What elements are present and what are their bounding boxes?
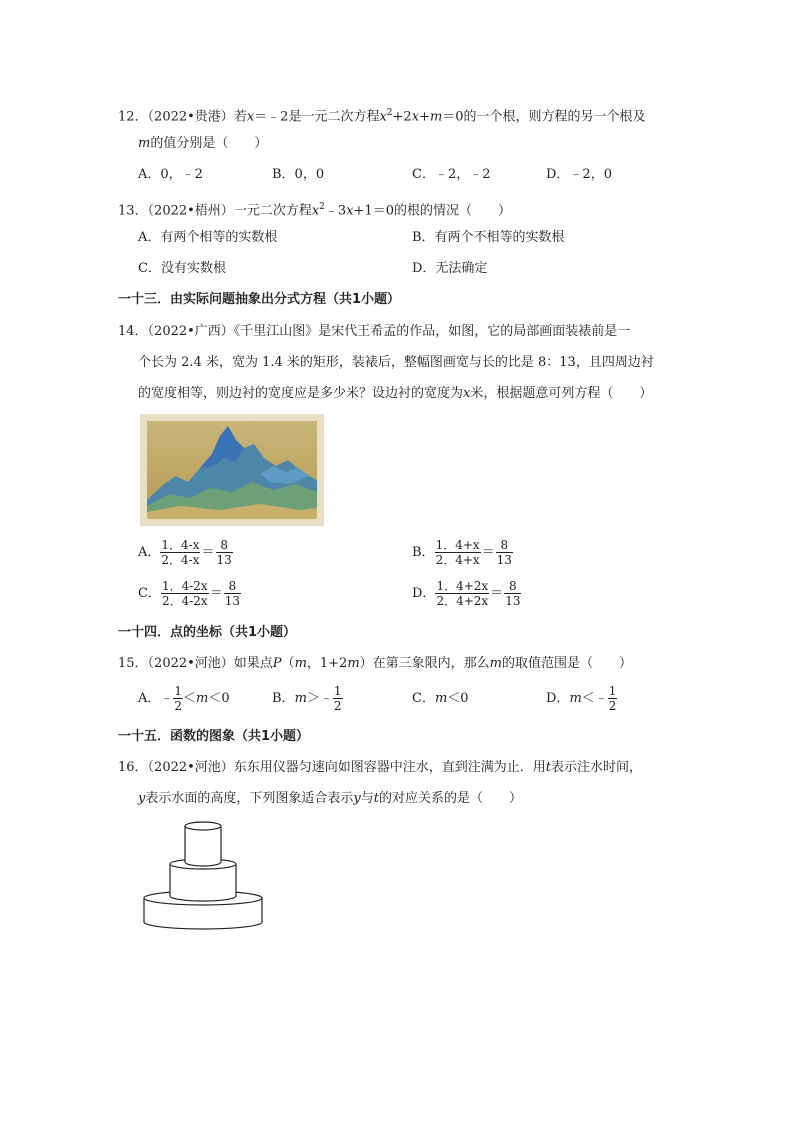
q13-option-c[interactable]: C．没有实数根 xyxy=(138,261,226,276)
exp: 2 xyxy=(319,202,325,212)
numerator: 1．4-x xyxy=(161,538,200,552)
text: 米，根据题意可列方程（ ） xyxy=(470,386,653,401)
option-label: A． xyxy=(138,545,161,560)
var: P xyxy=(272,656,282,671)
q12-option-d[interactable]: D．﹣2，0 xyxy=(546,167,612,182)
text: 表示注水时间， xyxy=(551,760,643,775)
q15-option-a[interactable] xyxy=(138,684,230,713)
var: m xyxy=(429,109,443,125)
denominator: 2．4+x xyxy=(435,553,480,567)
question-source: （2022•梧州） xyxy=(147,203,234,219)
denominator: 2 xyxy=(174,699,183,713)
numerator: 8 xyxy=(224,579,241,594)
q12-option-a[interactable]: A．0，﹣2 xyxy=(138,167,203,182)
text: 的值分别是（ ） xyxy=(150,136,268,151)
numerator: 8 xyxy=(216,538,233,553)
denominator: 2．4-2x xyxy=(161,594,208,608)
denominator: 13 xyxy=(224,594,240,608)
text: 与 xyxy=(360,791,374,806)
question-16-line-2 xyxy=(138,790,522,808)
var: m xyxy=(196,691,209,706)
var: x xyxy=(379,109,387,125)
text: ＝0的一个根，则方程的另一个根及 xyxy=(442,109,646,125)
var: x xyxy=(311,203,320,219)
numerator: 1 xyxy=(333,684,342,698)
numerator: 1．4-2x xyxy=(161,579,208,593)
q13-option-d[interactable]: D．无法确定 xyxy=(412,261,488,276)
text: 16．（2022•河池）东东用仪器匀速向如图容器中注水，直到注满为止．用 xyxy=(118,760,546,775)
var: x xyxy=(246,109,255,125)
text: 一元二次方程 xyxy=(233,203,312,219)
numerator: 1 xyxy=(608,684,617,698)
fraction xyxy=(435,538,481,567)
question-12-line-2 xyxy=(138,135,267,153)
question-16-line-1 xyxy=(118,759,642,777)
question-14-line-1: 14．（2022•广西）《千里江山图》是宋代王希孟的作品，如图，它的局部画面装裱前是一 xyxy=(118,324,631,339)
equals: ＝ xyxy=(490,585,504,601)
text: 若 xyxy=(233,109,247,125)
fraction xyxy=(435,579,489,608)
text: ﹣3 xyxy=(324,203,347,219)
text: ，1+2 xyxy=(306,656,348,671)
question-13-line-1 xyxy=(118,198,511,220)
denominator: 13 xyxy=(216,553,232,567)
numerator: 1 xyxy=(174,684,183,698)
text: 的宽度相等，则边衬的宽度应是多少米？设边衬的宽度为 xyxy=(138,386,464,401)
text: 的取值范围是（ ） xyxy=(502,656,633,671)
denominator: 13 xyxy=(496,553,512,567)
text: （ xyxy=(281,656,295,671)
fraction xyxy=(160,538,200,567)
q15-option-c[interactable] xyxy=(412,690,469,708)
question-number: 12． xyxy=(118,109,148,125)
landscape-painting-image xyxy=(140,414,324,526)
q13-option-a[interactable]: A．有两个相等的实数根 xyxy=(138,230,278,245)
var: y xyxy=(138,791,146,806)
question-source: （2022•贵港） xyxy=(147,109,234,125)
fraction xyxy=(216,538,233,567)
option-label: C． xyxy=(412,691,435,706)
equals: ＝ xyxy=(481,544,495,560)
section-heading-15: 一十五．函数的图象（共1小题） xyxy=(118,729,310,744)
question-14-line-3 xyxy=(138,385,652,403)
text: ＜0 xyxy=(447,691,469,706)
question-number: 13． xyxy=(118,203,148,219)
q15-option-d[interactable] xyxy=(546,684,617,713)
q13-option-b[interactable]: B．有两个不相等的实数根 xyxy=(412,230,565,245)
question-14-line-2: 个长为 2.4 米，宽为 1.4 米的矩形，装裱后，整幅图画宽与长的比是 8：13，且四周边衬 xyxy=(138,355,654,370)
numerator: 8 xyxy=(504,579,521,594)
var: m xyxy=(347,656,360,671)
option-label: D． xyxy=(546,691,570,706)
numerator: 1．4+2x xyxy=(436,579,489,593)
var: x xyxy=(346,203,354,219)
q12-option-b[interactable]: B．0，0 xyxy=(272,167,325,182)
question-12-line-1 xyxy=(118,104,646,126)
var: m xyxy=(434,691,448,706)
section-heading-14: 一十四．点的坐标（共1小题） xyxy=(118,625,297,640)
text: 表示水面的高度，下列图象适合表示 xyxy=(145,791,354,806)
top-cylinder-body xyxy=(185,826,221,866)
denominator: 2 xyxy=(333,699,342,713)
option-label: C． xyxy=(138,586,161,601)
text: ＜﹣ xyxy=(581,691,608,706)
var: m xyxy=(294,691,307,706)
var: y xyxy=(353,791,361,806)
q14-option-c[interactable] xyxy=(138,579,241,608)
text: +2 xyxy=(392,109,412,125)
q14-option-a[interactable] xyxy=(138,538,233,567)
top-cylinder-top xyxy=(185,822,221,830)
denominator: 2 xyxy=(608,699,617,713)
fraction xyxy=(224,579,241,608)
denominator: 2．4-x xyxy=(161,553,200,567)
fraction xyxy=(504,579,521,608)
equals: ＝ xyxy=(201,544,215,560)
text: +1＝0的根的情况（ ） xyxy=(353,203,511,219)
var: x xyxy=(463,386,471,401)
text: 15．（2022•河池）如果点 xyxy=(118,656,273,671)
fraction xyxy=(608,684,618,713)
option-label: D． xyxy=(412,586,436,601)
q12-option-c[interactable]: C．﹣2，﹣2 xyxy=(412,167,491,182)
numerator: 8 xyxy=(496,538,513,553)
question-15-line-1 xyxy=(118,655,632,673)
section-heading-13: 一十三．由实际问题抽象出分式方程（共1小题） xyxy=(118,292,401,307)
option-label: A．﹣ xyxy=(138,691,174,706)
exp: 2 xyxy=(386,108,393,118)
text: ＞﹣ xyxy=(306,691,333,706)
q15-option-b[interactable] xyxy=(272,684,343,713)
var: m xyxy=(294,656,307,671)
denominator: 13 xyxy=(505,594,521,608)
fraction xyxy=(173,684,183,713)
var: m xyxy=(489,656,502,671)
lt-sign: ＜ xyxy=(183,691,197,706)
var: t xyxy=(545,760,552,775)
numerator: 1．4+x xyxy=(435,538,480,552)
fraction xyxy=(496,538,513,567)
fraction xyxy=(161,579,209,608)
q14-option-b[interactable] xyxy=(412,538,513,567)
fraction xyxy=(333,684,343,713)
container-diagram xyxy=(138,818,268,932)
text: + xyxy=(419,109,430,125)
option-label: B． xyxy=(272,691,295,706)
zero: ＜0 xyxy=(208,691,230,706)
text: ）在第三象限内，那么 xyxy=(359,656,490,671)
var: x xyxy=(411,109,420,125)
var: t xyxy=(373,791,379,806)
var: m xyxy=(138,136,151,151)
equals: ＝ xyxy=(209,585,223,601)
text: 的对应关系的是（ ） xyxy=(378,791,522,806)
denominator: 2．4+2x xyxy=(436,594,489,608)
q14-option-d[interactable] xyxy=(412,579,521,608)
option-label: B． xyxy=(412,545,435,560)
var: m xyxy=(569,691,582,706)
text: ＝﹣2是一元二次方程 xyxy=(254,109,380,125)
